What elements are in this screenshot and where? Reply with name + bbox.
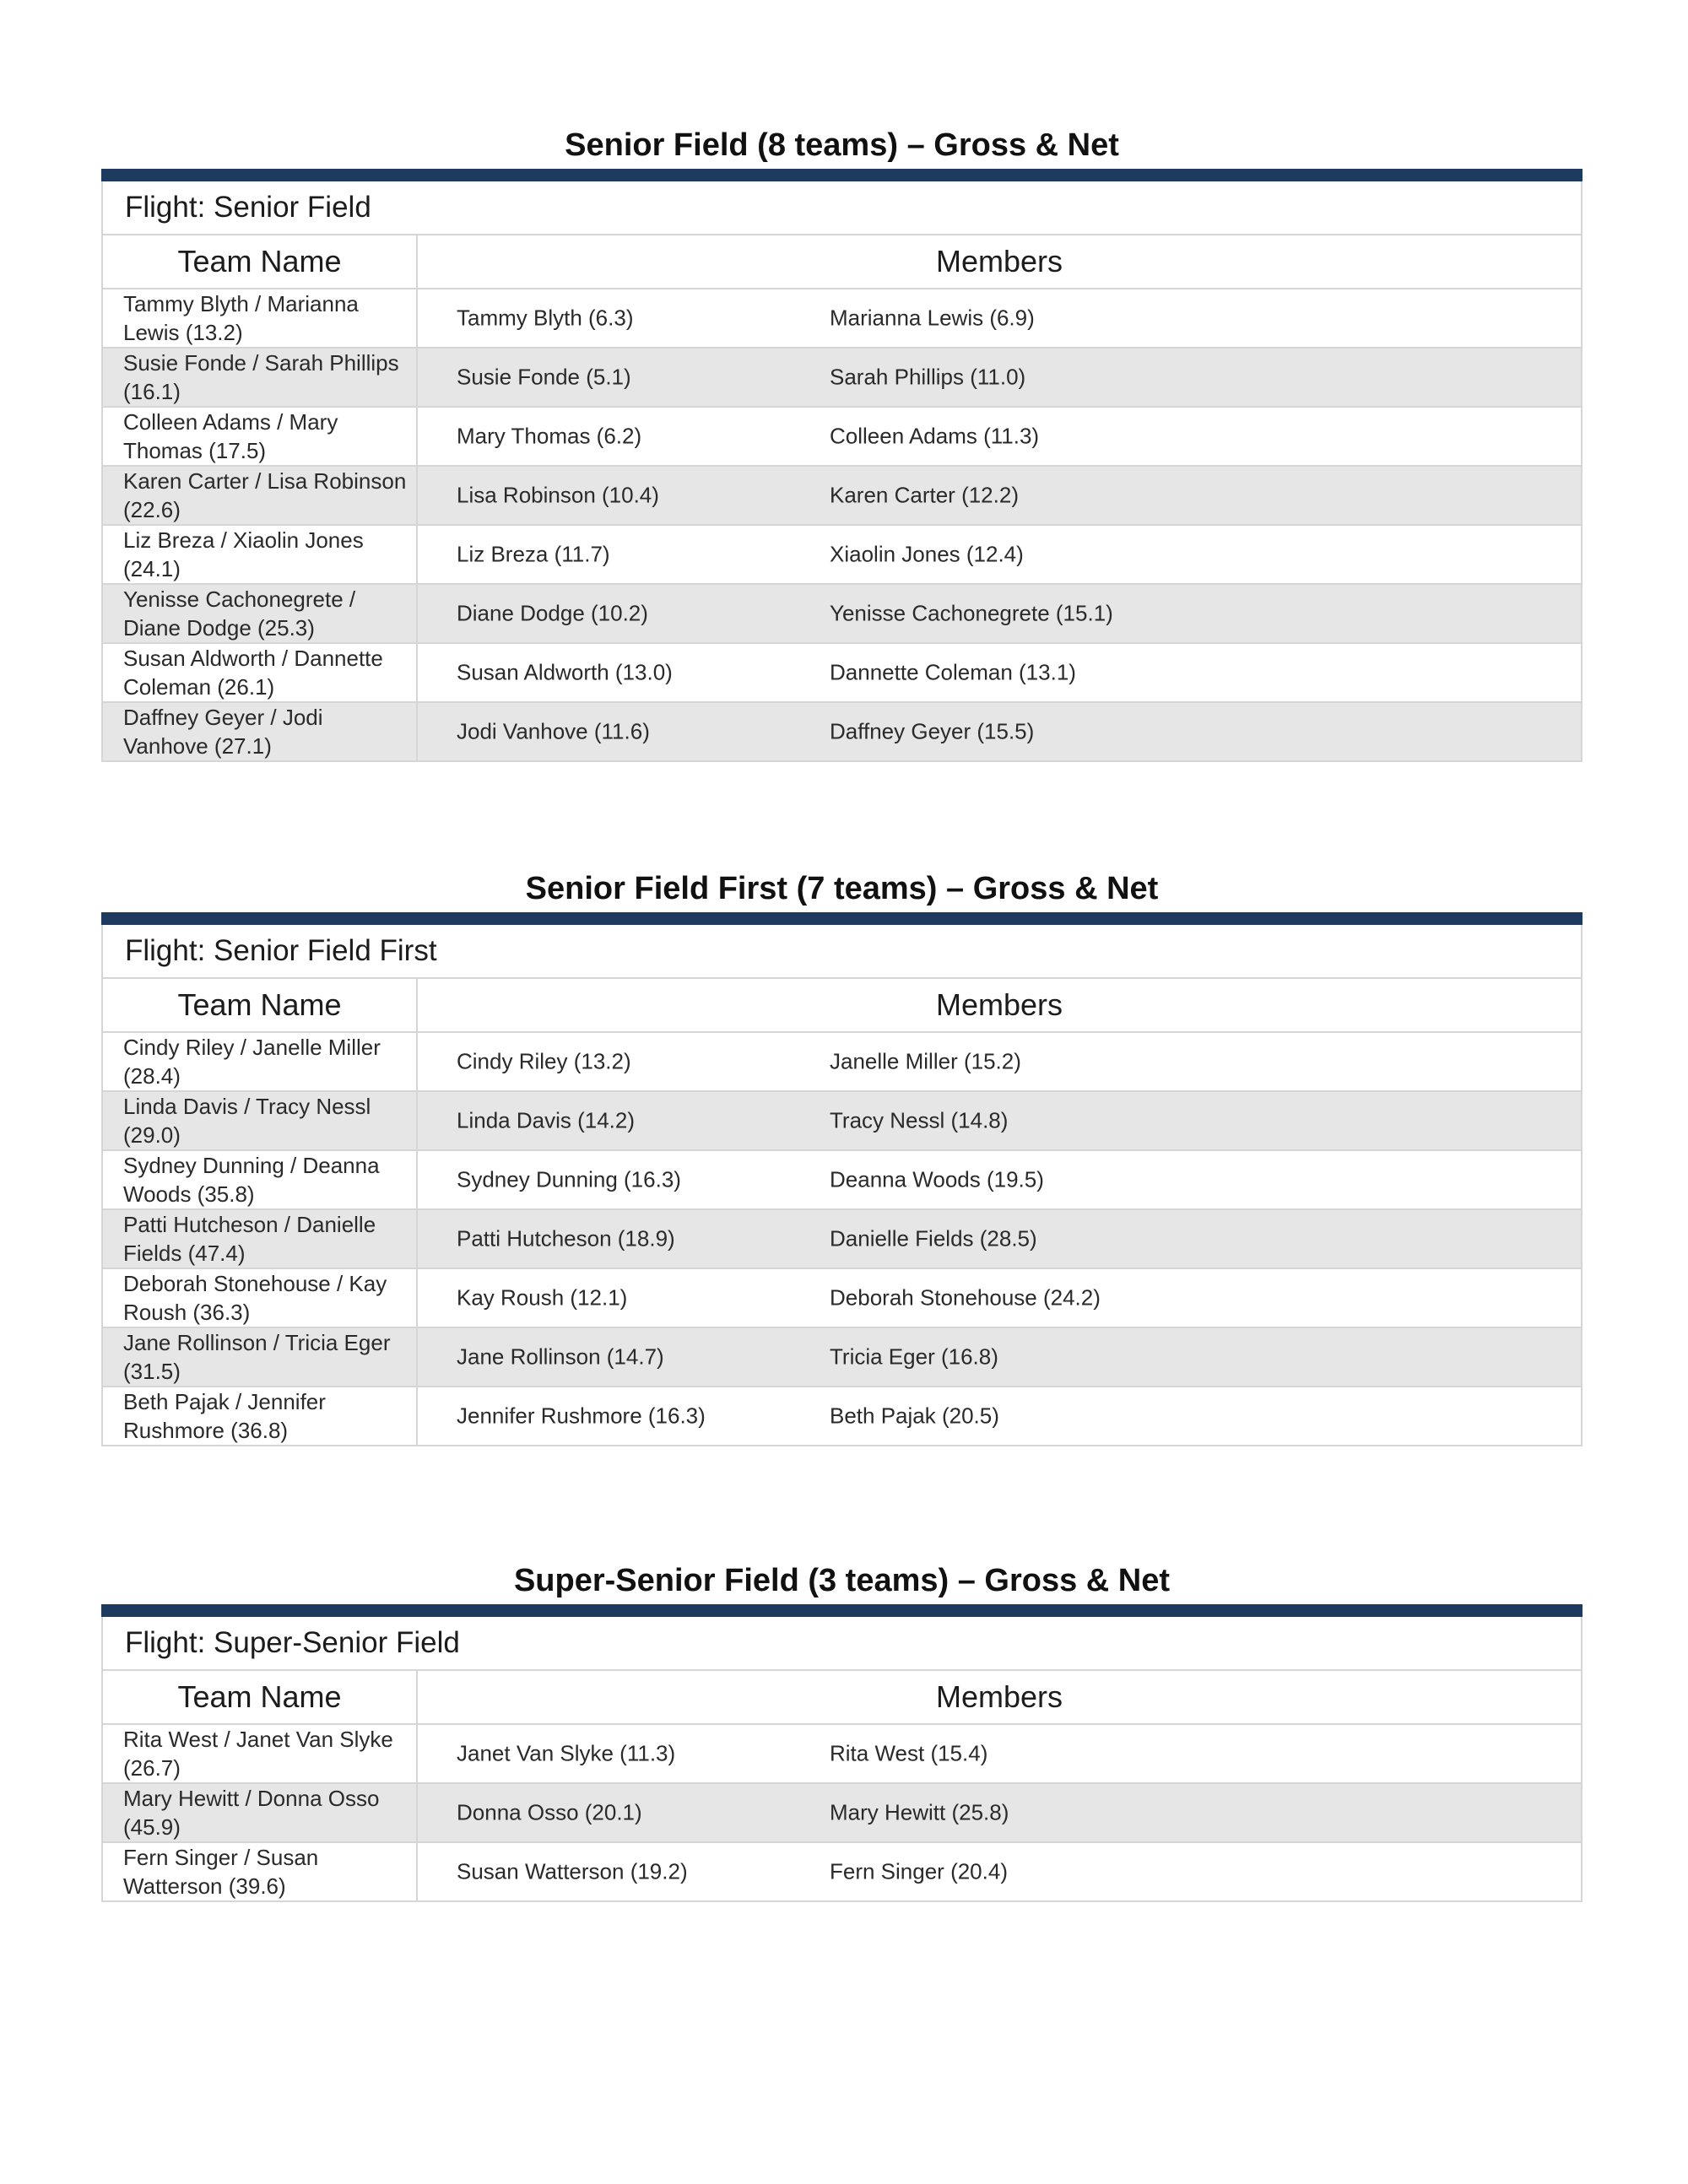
header-row (102, 235, 1582, 289)
member-two: Deanna Woods (19.5) (830, 1166, 1044, 1192)
table-row (102, 525, 1582, 584)
member-one: Lisa Robinson (10.4) (457, 482, 659, 508)
table-row (102, 1842, 1582, 1901)
member-two: Danielle Fields (28.5) (830, 1225, 1037, 1251)
section-title: Senior Field (8 teams) – Gross & Net (565, 127, 1119, 163)
team-name-cell: Rita West / Janet Van Slyke (26.7) (102, 1724, 417, 1783)
team-name-cell: Colleen Adams / Mary Thomas (17.5) (102, 407, 417, 466)
member-two: Tricia Eger (16.8) (830, 1343, 998, 1370)
member-two: Rita West (15.4) (830, 1740, 988, 1766)
members-cell (417, 1724, 1582, 1783)
member-one: Tammy Blyth (6.3) (457, 305, 634, 331)
table-row (102, 1783, 1582, 1842)
table-row (102, 1209, 1582, 1268)
member-one: Linda Davis (14.2) (457, 1107, 635, 1133)
members-cell (417, 1783, 1582, 1842)
member-two: Beth Pajak (20.5) (830, 1403, 999, 1429)
members-cell (417, 643, 1582, 702)
team-name-cell: Susie Fonde / Sarah Phillips (16.1) (102, 348, 417, 407)
member-one: Liz Breza (11.7) (457, 541, 610, 567)
team-name-cell: Tammy Blyth / Marianna Lewis (13.2) (102, 289, 417, 348)
member-two: Xiaolin Jones (12.4) (830, 541, 1024, 567)
members-cell (417, 1842, 1582, 1901)
members-cell (417, 1150, 1582, 1209)
flight-label: Flight: Super-Senior Field (102, 1611, 1582, 1671)
members-cell (417, 466, 1582, 525)
member-one: Donna Osso (20.1) (457, 1799, 642, 1825)
table-row (102, 466, 1582, 525)
table-row (102, 348, 1582, 407)
table-row (102, 1724, 1582, 1783)
members-cell (417, 702, 1582, 761)
team-name-cell: Linda Davis / Tracy Nessl (29.0) (102, 1091, 417, 1150)
table-row (102, 289, 1582, 348)
team-name-header: Team Name (102, 235, 417, 289)
table-row (102, 407, 1582, 466)
table-row (102, 1032, 1582, 1091)
members-cell (417, 1327, 1582, 1387)
team-name-cell: Fern Singer / Susan Watterson (39.6) (102, 1842, 417, 1901)
section-title: Senior Field First (7 teams) – Gross & Net (525, 871, 1159, 906)
table-row (102, 1268, 1582, 1327)
member-one: Jane Rollinson (14.7) (457, 1343, 664, 1370)
members-cell (417, 1387, 1582, 1446)
members-cell (417, 348, 1582, 407)
flight-row (102, 176, 1582, 235)
member-one: Janet Van Slyke (11.3) (457, 1740, 676, 1766)
members-cell (417, 1091, 1582, 1150)
team-name-cell: Susan Aldworth / Dannette Coleman (26.1) (102, 643, 417, 702)
table-row (102, 1091, 1582, 1150)
member-one: Susie Fonde (5.1) (457, 364, 631, 390)
team-name-cell: Yenisse Cachonegrete / Diane Dodge (25.3) (102, 584, 417, 643)
member-two: Deborah Stonehouse (24.2) (830, 1284, 1101, 1311)
member-one: Mary Thomas (6.2) (457, 423, 642, 449)
member-two: Marianna Lewis (6.9) (830, 305, 1035, 331)
member-one: Sydney Dunning (16.3) (457, 1166, 681, 1192)
header-row (102, 1670, 1582, 1724)
team-name-cell: Daffney Geyer / Jodi Vanhove (27.1) (102, 702, 417, 761)
members-cell (417, 1032, 1582, 1091)
header-row (102, 978, 1582, 1032)
table-row (102, 1150, 1582, 1209)
member-one: Susan Aldworth (13.0) (457, 659, 673, 685)
members-cell (417, 584, 1582, 643)
team-name-cell: Jane Rollinson / Tricia Eger (31.5) (102, 1327, 417, 1387)
members-cell (417, 1209, 1582, 1268)
members-header: Members (417, 978, 1582, 1032)
flight-row (102, 919, 1582, 979)
member-two: Tracy Nessl (14.8) (830, 1107, 1009, 1133)
members-cell (417, 525, 1582, 584)
member-one: Patti Hutcheson (18.9) (457, 1225, 675, 1251)
members-cell (417, 289, 1582, 348)
team-name-cell: Mary Hewitt / Donna Osso (45.9) (102, 1783, 417, 1842)
flight-table (101, 912, 1582, 1446)
member-two: Yenisse Cachonegrete (15.1) (830, 600, 1113, 626)
flight-label: Flight: Senior Field First (102, 919, 1582, 979)
member-two: Daffney Geyer (15.5) (830, 718, 1035, 744)
flight-label: Flight: Senior Field (102, 176, 1582, 235)
member-two: Mary Hewitt (25.8) (830, 1799, 1009, 1825)
team-name-header: Team Name (102, 978, 417, 1032)
section-title: Super-Senior Field (3 teams) – Gross & Net (513, 1563, 1171, 1598)
members-cell (417, 407, 1582, 466)
team-name-cell: Beth Pajak / Jennifer Rushmore (36.8) (102, 1387, 417, 1446)
team-name-cell: Liz Breza / Xiaolin Jones (24.1) (102, 525, 417, 584)
members-header: Members (417, 1670, 1582, 1724)
team-name-cell: Sydney Dunning / Deanna Woods (35.8) (102, 1150, 417, 1209)
flight-table (101, 169, 1582, 762)
member-one: Jodi Vanhove (11.6) (457, 718, 650, 744)
table-row (102, 584, 1582, 643)
team-name-cell: Cindy Riley / Janelle Miller (28.4) (102, 1032, 417, 1091)
team-name-cell: Deborah Stonehouse / Kay Roush (36.3) (102, 1268, 417, 1327)
team-name-header: Team Name (102, 1670, 417, 1724)
member-two: Fern Singer (20.4) (830, 1858, 1008, 1884)
member-one: Kay Roush (12.1) (457, 1284, 628, 1311)
member-one: Susan Watterson (19.2) (457, 1858, 688, 1884)
team-name-cell: Karen Carter / Lisa Robinson (22.6) (102, 466, 417, 525)
table-row (102, 643, 1582, 702)
member-two: Colleen Adams (11.3) (830, 423, 1040, 449)
table-row (102, 1327, 1582, 1387)
members-cell (417, 1268, 1582, 1327)
member-one: Jennifer Rushmore (16.3) (457, 1403, 706, 1429)
table-row (102, 1387, 1582, 1446)
member-two: Janelle Miller (15.2) (830, 1048, 1021, 1074)
member-one: Diane Dodge (10.2) (457, 600, 648, 626)
flight-row (102, 1611, 1582, 1671)
member-two: Karen Carter (12.2) (830, 482, 1019, 508)
flight-table (101, 1604, 1582, 1902)
member-one: Cindy Riley (13.2) (457, 1048, 631, 1074)
member-two: Sarah Phillips (11.0) (830, 364, 1026, 390)
members-header: Members (417, 235, 1582, 289)
table-row (102, 702, 1582, 761)
team-name-cell: Patti Hutcheson / Danielle Fields (47.4) (102, 1209, 417, 1268)
member-two: Dannette Coleman (13.1) (830, 659, 1076, 685)
